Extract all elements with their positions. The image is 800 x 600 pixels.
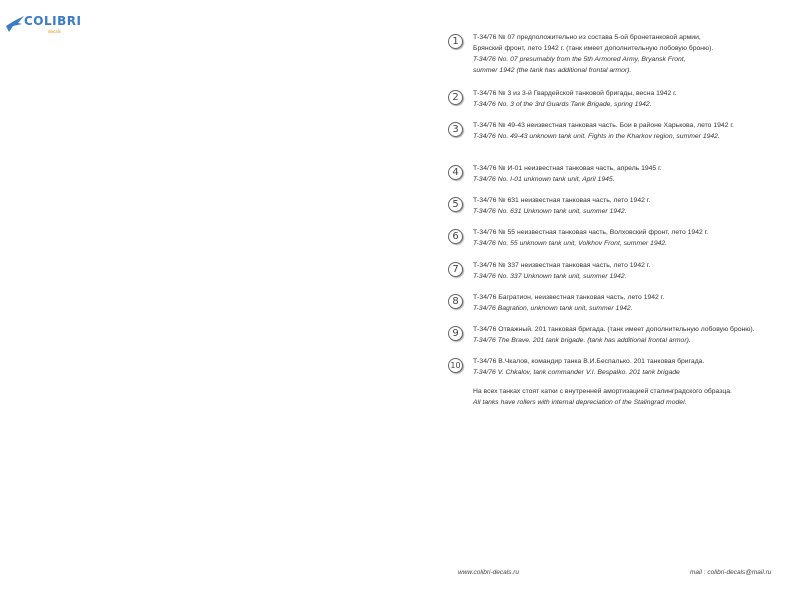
brand-tagline: decals [48, 29, 61, 34]
footer-email: mail : colibri-decals@mail.ru [690, 569, 772, 576]
description-ru: Т-34/76 № И-01 неизвестная танковая часть, апрель 1945 г. [473, 165, 662, 172]
description-en: summer 1942 (the tank has additional frontal armor). [473, 67, 632, 74]
entry-number-badge: 6 [448, 229, 463, 244]
description-ru: Т-34/76 № 55 неизвестная танковая часть, Волховский фронт, лето 1942 г. [473, 229, 709, 236]
description-ru: Т-34/76 № 631 неизвестная танковая часть, лето 1942 г. [473, 197, 651, 204]
entry-description [473, 163, 800, 185]
general-note [473, 386, 793, 408]
brand-name: COLIBRI [24, 14, 82, 28]
entry-description [473, 356, 800, 378]
description-en: T-34/76 The Brave. 201 tank brigade. (tank has additional frontal armor). [473, 337, 691, 344]
entry-number-badge: 3 [448, 122, 463, 137]
description-en: T-34/76 No. 55 unknown tank unit, Volkhov Front, summer 1942. [473, 240, 668, 247]
description-en: T-34/76 Bagration, unknown tank unit, summer 1942. [473, 305, 633, 312]
description-ru: Т-34/76 № 3 из 3-й Гвардейской танковой бригады, весна 1942 г. [473, 90, 677, 97]
description-en: T-34/76 No. 49-43 unknown tank unit. Fights in the Kharkov region, summer 1942. [473, 133, 720, 140]
description-ru: Т-34/76 Багратион, неизвестная танковая часть, лето 1942 г. [473, 294, 665, 301]
entry-number-badge: 2 [448, 90, 463, 105]
note-en: All tanks have rollers with internal depreciation of the Stalingrad model. [473, 399, 687, 406]
description-ru: Т-34/76 Отважный. 201 танковая бригада. (танк имеет дополнительную лобовую броню). [473, 326, 755, 333]
entry-description [473, 260, 800, 282]
description-ru: Т-34/76 № 07 предположительно из состава 5-ой бронетанковой армии, [473, 34, 701, 41]
description-ru: Т-34/76 В.Чкалов, командир танка В.И.Беспалько. 201 танковая бригада. [473, 358, 705, 365]
entry-description [473, 227, 800, 249]
entry-description [473, 324, 800, 346]
description-en: T-34/76 No. 3 of the 3rd Guards Tank Brigade, spring 1942. [473, 101, 652, 108]
entry-description [473, 292, 800, 314]
entry-number-badge: 8 [448, 294, 463, 309]
entry-description [473, 88, 800, 110]
note-ru: На всех танках стоят катки с внутренней амортизацией сталинградского образца. [473, 388, 732, 395]
description-en: T-34/76 No. I-01 unknown tank unit, April 1945. [473, 176, 615, 183]
description-ru: Т-34/76 № 49-43 неизвестная танковая часть. Бои в районе Харькова, лето 1942 г. [473, 122, 734, 129]
entry-number-badge: 4 [448, 165, 463, 180]
description-en: T-34/76 No. 631 Unknown tank unit, summer 1942. [473, 208, 627, 215]
brand-logo [4, 8, 84, 38]
entry-number-badge: 1 [448, 34, 463, 49]
entry-description [473, 32, 800, 76]
description-en: T-34/76 No. 07 presumably from the 5th Armored Army, Bryansk Front, [473, 56, 686, 63]
hummingbird-icon [4, 12, 26, 34]
footer-website: www.colibri-decals.ru [458, 569, 520, 576]
entry-description [473, 120, 800, 142]
entry-number-badge: 5 [448, 197, 463, 212]
entry-description [473, 195, 800, 217]
description-ru: Брянский фронт, лето 1942 г. (танк имеет дополнительную лобовую броню). [473, 45, 714, 52]
description-en: T-34/76 V. Chkalov, tank commander V.I. Bespalko. 201 tank brigade [473, 369, 680, 376]
entry-number-badge: 9 [448, 326, 463, 341]
entry-number-badge: 7 [448, 262, 463, 277]
description-en: T-34/76 No. 337 Unknown tank unit, summer 1942. [473, 273, 627, 280]
entry-number-badge: 10 [448, 358, 463, 373]
description-ru: Т-34/76 № 337 неизвестная танковая часть, лето 1942 г. [473, 262, 651, 269]
